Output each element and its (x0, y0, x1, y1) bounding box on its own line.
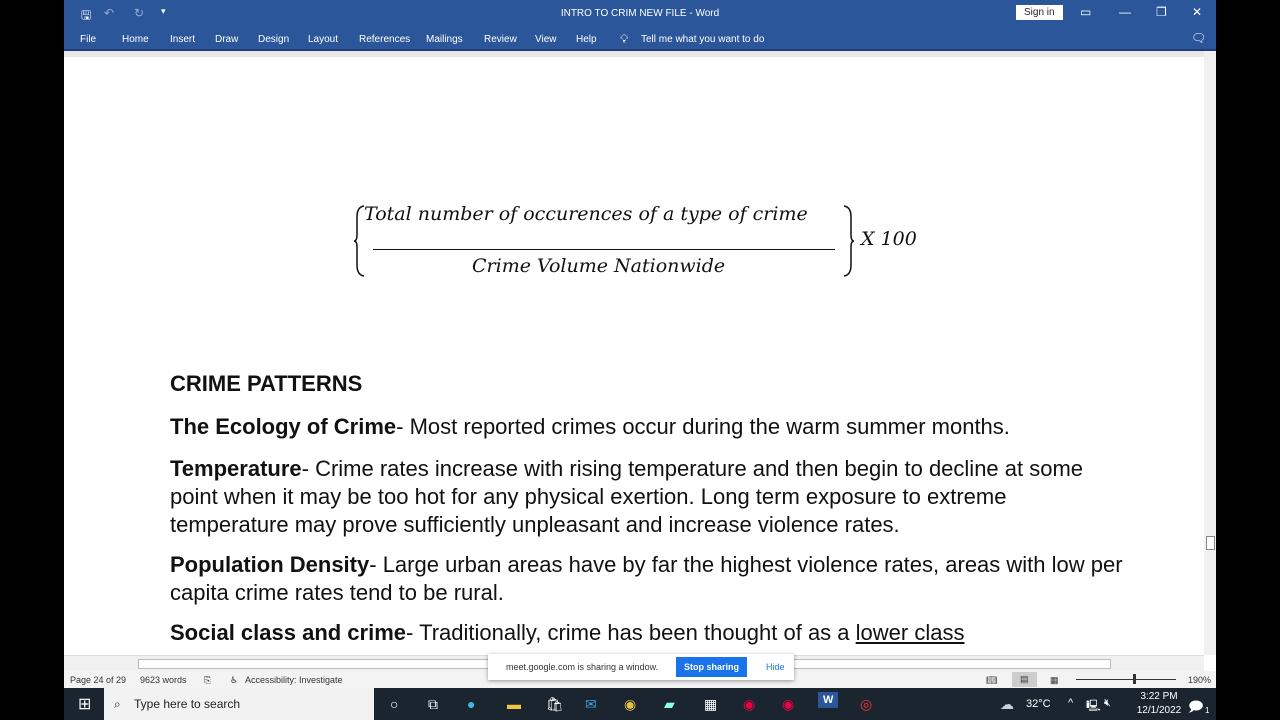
accessibility-status[interactable]: Accessibility: Investigate (245, 675, 343, 685)
paragraph-link: lower class (855, 620, 965, 645)
notification-count: 1 (1205, 706, 1210, 715)
tab-insert[interactable]: Insert (170, 34, 196, 45)
read-mode-icon[interactable]: 📖︎ (986, 675, 998, 685)
vertical-scrollbar[interactable] (1204, 51, 1216, 655)
file-explorer-icon[interactable]: ▬ (507, 696, 521, 712)
weather-icon: ☁ (1000, 696, 1014, 712)
obs-icon[interactable]: ◎ (860, 696, 873, 712)
edge-icon[interactable]: ● (467, 696, 476, 712)
accessibility-icon: ♿︎ (230, 675, 239, 685)
document-page[interactable] (64, 51, 1204, 655)
tell-me-input[interactable]: Tell me what you want to do (641, 34, 765, 45)
window-title: INTRO TO CRIM NEW FILE - Word (560, 8, 720, 19)
equation-multiplier: X 100 (861, 228, 917, 250)
restore-icon[interactable]: ❐ (1156, 5, 1167, 19)
sign-in-button[interactable]: Sign in (1016, 5, 1063, 20)
word-count[interactable]: 9623 words (140, 675, 187, 685)
network-icon[interactable]: 🖳 (1086, 700, 1101, 712)
paragraph-text: - Most reported crimes occur during the warm summer months. (396, 414, 1010, 439)
paragraph (170, 619, 1130, 647)
zoom-slider[interactable] (1076, 679, 1176, 680)
equation-numerator: Total number of occurences of a type of crime (364, 203, 808, 225)
taskbar (64, 688, 1216, 720)
chrome-profile-icon[interactable]: ◉ (743, 696, 756, 712)
tab-design[interactable]: Design (258, 34, 290, 45)
paragraph-text: - Traditionally, crime has been thought of as a (406, 620, 856, 645)
stop-sharing-button[interactable]: Stop sharing (676, 657, 747, 677)
cortana-icon[interactable]: ○ (390, 696, 399, 712)
redo-icon[interactable]: ↻ (134, 6, 145, 20)
proofing-icon[interactable]: ⎘ (204, 675, 212, 685)
temperature[interactable]: 32°C (1026, 698, 1051, 710)
ribbon-tabs (64, 27, 1216, 51)
term: Temperature (170, 456, 302, 481)
paragraph (170, 413, 1130, 441)
web-layout-icon[interactable]: ▦ (1050, 675, 1059, 685)
term: Population Density (170, 552, 370, 577)
comments-icon[interactable]: 🗨 (1191, 31, 1207, 45)
tab-view[interactable]: View (535, 34, 557, 45)
search-placeholder: Type here to search (134, 697, 241, 711)
task-view-icon[interactable]: ⧉ (428, 696, 438, 712)
term: The Ecology of Crime (170, 414, 397, 439)
search-icon: ⌕ (114, 697, 121, 711)
tab-draw[interactable]: Draw (215, 34, 239, 45)
tab-mailings[interactable]: Mailings (426, 34, 463, 45)
undo-icon[interactable]: ↶ (104, 6, 115, 20)
close-icon[interactable]: ✕ (1192, 5, 1203, 19)
minimize-icon[interactable]: — (1119, 5, 1131, 19)
tab-references[interactable]: References (359, 34, 411, 45)
word-window (64, 0, 1216, 688)
calculator-icon[interactable]: ▦ (704, 696, 718, 712)
page-count[interactable]: Page 24 of 29 (70, 675, 127, 685)
save-icon[interactable]: 🖫 (81, 8, 92, 22)
clock-date[interactable]: 12/1/2022 (1136, 705, 1182, 716)
scroll-thumb[interactable] (1206, 536, 1215, 550)
tab-help[interactable]: Help (576, 34, 597, 45)
zoom-level[interactable]: 190% (1188, 675, 1212, 685)
tab-layout[interactable]: Layout (308, 34, 339, 45)
tab-file[interactable]: File (80, 34, 97, 45)
zoom-slider-thumb[interactable] (1133, 674, 1136, 684)
windows-start-icon[interactable]: ⊞ (78, 696, 92, 713)
clock-time[interactable]: 3:22 PM (1140, 691, 1178, 702)
customize-qat-icon[interactable]: ▾ (161, 6, 166, 16)
paragraph (170, 455, 1130, 539)
volume-muted-icon[interactable]: 🔇︎ (1104, 697, 1111, 709)
taskbar-search[interactable] (104, 688, 374, 720)
tab-home[interactable]: Home (122, 34, 149, 45)
fraction-bar (373, 249, 835, 250)
word-icon[interactable]: W (818, 692, 838, 708)
paragraph-text: - Crime rates increase with rising temperature and then begin to decline at some point when it may be too hot for any physical exertion. Long term exposure to extreme temperature may prove sufficiently unpleasant and increase violence rates. (170, 456, 1084, 537)
paragraph (170, 551, 1130, 607)
mail-icon[interactable]: ✉ (585, 696, 597, 712)
lightbulb-icon: 💡︎ (620, 32, 629, 46)
notifications-icon[interactable]: 🗩 (1188, 698, 1204, 714)
ribbon-display-icon[interactable]: ▭ (1080, 5, 1092, 19)
print-layout-icon[interactable]: ▤ (1012, 672, 1037, 687)
right-brace (842, 205, 854, 277)
chrome-profile-2-icon[interactable]: ◉ (782, 696, 795, 712)
store-icon[interactable]: 🛍︎ (546, 696, 564, 712)
hide-button[interactable]: Hide (766, 662, 785, 672)
tab-review[interactable]: Review (484, 34, 517, 45)
equation-denominator: Crime Volume Nationwide (472, 255, 726, 277)
title-bar (64, 0, 1216, 27)
chrome-icon[interactable]: ◉ (624, 696, 637, 712)
screen-share-banner (488, 654, 794, 680)
notes-icon[interactable]: ▰ (664, 696, 675, 712)
chevron-up-icon[interactable]: ^ (1068, 697, 1074, 709)
term: Social class and crime (170, 620, 407, 645)
heading-crime-patterns: CRIME PATTERNS (170, 371, 363, 396)
paragraph-text: - Large urban areas have by far the highest violence rates, areas with low per capita crime rates tend to be rural. (170, 552, 1123, 605)
share-message: meet.google.com is sharing a window. (506, 662, 659, 672)
